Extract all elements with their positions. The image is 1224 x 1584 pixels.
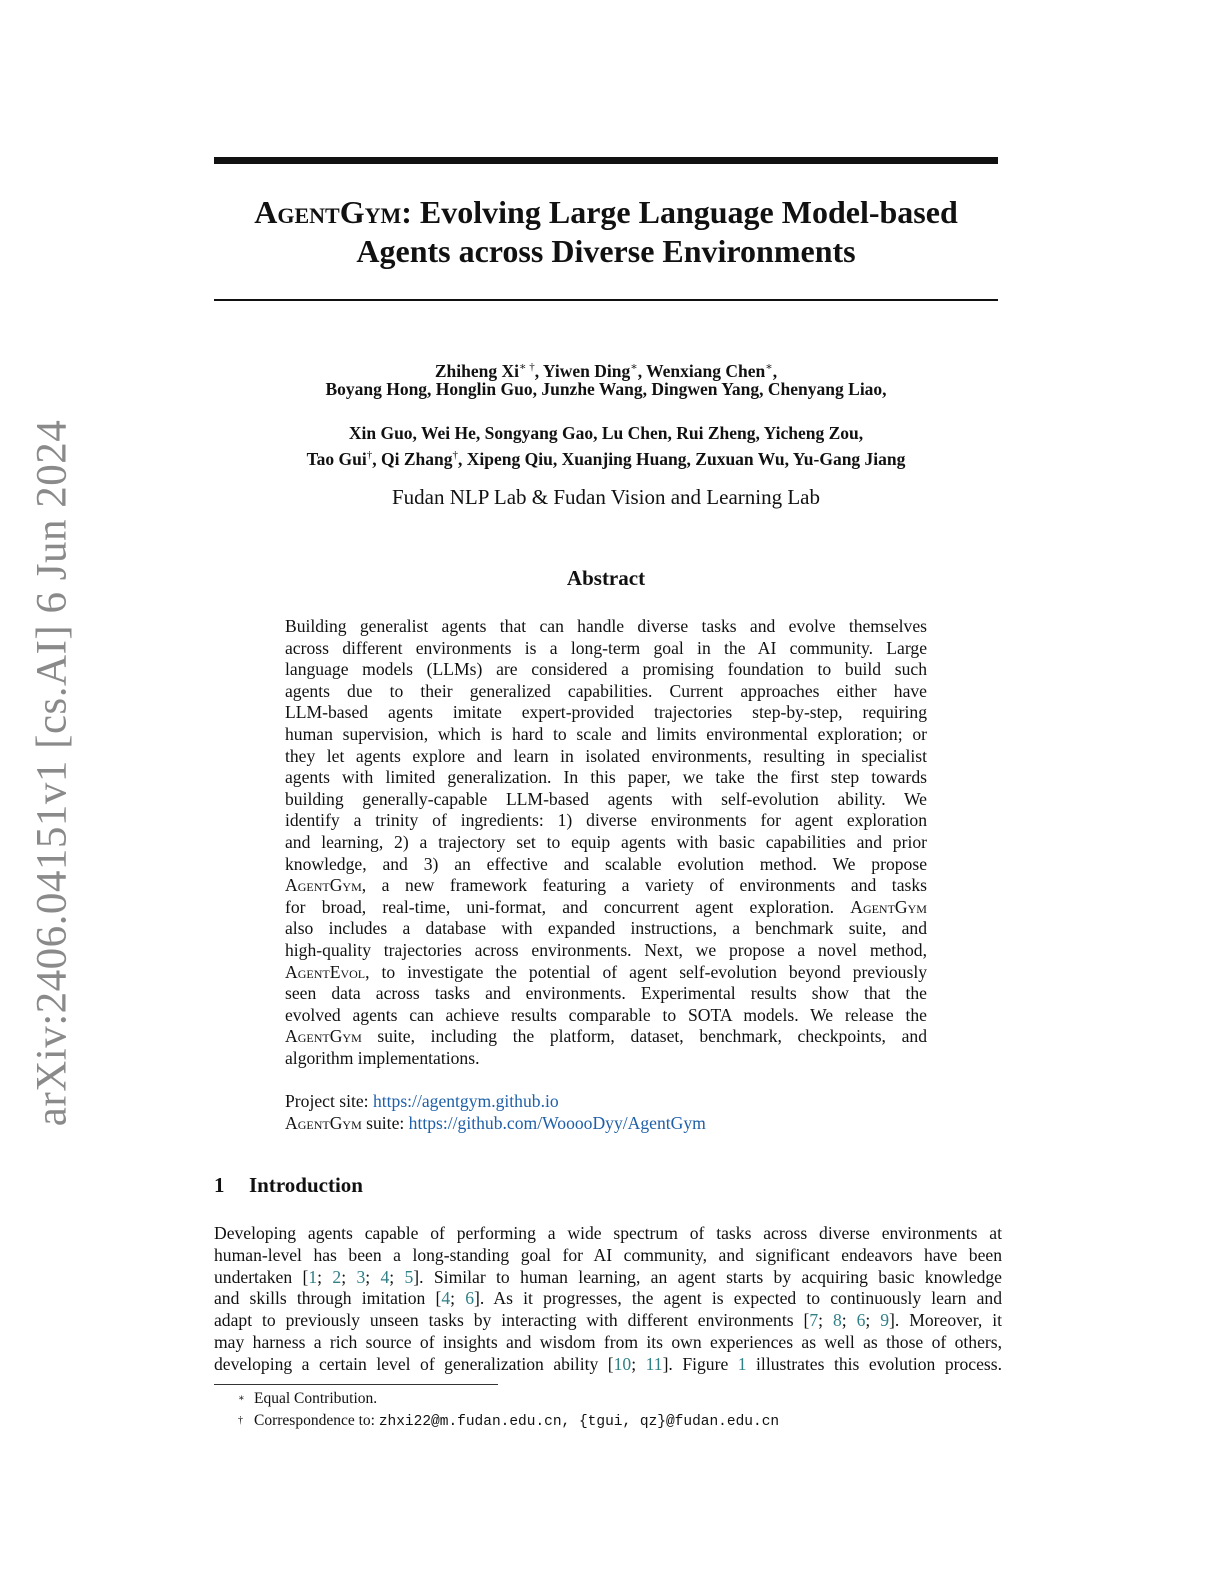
abstract-line: across different environments is a long-term goal in the AI community. Large xyxy=(285,637,927,658)
authors-row-1: Zhiheng Xi∗ †, Yiwen Ding∗, Wenxiang Chen∗, xyxy=(434,360,778,381)
abstract-line: knowledge, and 3) an effective and scalable evolution method. We propose xyxy=(285,853,927,874)
agentgym-name: AgentGym xyxy=(285,1113,362,1133)
title-top-rule xyxy=(214,157,998,164)
intro-line: and skills through imitation [4; 6]. As it progresses, the agent is expected to continuously learn and xyxy=(214,1288,1003,1309)
abstract-text: , to investigate the potential of agent self-evolution beyond previously xyxy=(365,961,927,982)
author-name: Tao Gui xyxy=(306,448,367,469)
abstract-heading: Abstract xyxy=(566,566,646,590)
abstract-line: algorithm implementations. xyxy=(285,1047,480,1068)
abstract-line: high-quality trajectories across environments. Next, we propose a novel method, xyxy=(285,939,927,960)
citation-link[interactable]: 5 xyxy=(404,1266,414,1287)
agentevol-name: AgentEvol xyxy=(285,961,366,982)
section-heading xyxy=(214,1173,363,1198)
author-name: Yiwen Ding xyxy=(542,360,631,381)
footnote-text: Equal Contribution. xyxy=(254,1390,378,1407)
intro-line: undertaken [1; 2; 3; 4; 5]. Similar to human learning, an agent starts by acquiring basic knowledge xyxy=(214,1266,1002,1287)
footnotes xyxy=(238,1388,779,1433)
abstract-text: for broad, real-time, uni-format, and concurrent agent exploration. xyxy=(285,896,835,917)
abstract-line: also includes a database with expanded instructions, a benchmark suite, and xyxy=(285,918,927,939)
authors-row-4 xyxy=(214,444,998,470)
author-mark: ∗ † xyxy=(519,361,535,373)
title-line2: Agents across Diverse Environments xyxy=(356,233,856,269)
citation-link[interactable]: 11 xyxy=(645,1353,663,1374)
footnote-1 xyxy=(238,1388,779,1410)
title-bottom-rule xyxy=(214,299,998,301)
intro-text: illustrates this evolution process. xyxy=(746,1353,1002,1374)
author-name: Wenxiang Chen xyxy=(646,360,766,381)
abstract-line xyxy=(285,962,927,984)
intro-text: undertaken [ xyxy=(214,1266,309,1287)
abstract-line: Building generalist agents that can handle diverse tasks and evolve themselves xyxy=(285,616,927,636)
section-title: Introduction xyxy=(249,1173,363,1197)
author-mark: ∗ xyxy=(765,361,773,373)
abstract-text: suite, including the platform, dataset, benchmark, checkpoints, and xyxy=(361,1026,927,1047)
agentgym-name: AgentGym xyxy=(285,1026,362,1047)
authors-row-2: Boyang Hong, Honglin Guo, Junzhe Wang, Dingwen Yang, Chenyang Liao, xyxy=(325,379,887,399)
abstract-text: , a new framework featuring a variety of environments and tasks xyxy=(361,875,927,896)
abstract-line: human supervision, which is hard to scale and limits environmental exploration; or xyxy=(285,723,927,744)
project-site-row xyxy=(285,1090,927,1112)
citation-link[interactable]: 1 xyxy=(308,1266,318,1287)
authors-row-3: Xin Guo, Wei He, Songyang Gao, Lu Chen, Rui Zheng, Yicheng Zou, xyxy=(348,423,864,443)
citation-link[interactable]: 7 xyxy=(809,1310,819,1331)
intro-line: may harness a rich source of insights and wisdom from its own experiences as well as those of others, xyxy=(214,1331,1002,1352)
intro-line: developing a certain level of generalization ability [10; 11]. Figure 1 illustrates this evolution process. xyxy=(214,1353,1002,1374)
citation-link[interactable]: 4 xyxy=(380,1266,390,1287)
footnote-rule xyxy=(214,1384,498,1385)
project-links xyxy=(285,1090,927,1134)
abstract-line: identify a trinity of ingredients: 1) diverse environments for agent exploration xyxy=(285,810,927,831)
citation-link[interactable]: 8 xyxy=(832,1310,842,1331)
author-name: , Qi Zhang xyxy=(372,448,453,469)
abstract-line: evolved agents can achieve results comparable to SOTA models. We release the xyxy=(285,1004,927,1025)
author-name: Zhiheng Xi xyxy=(434,360,519,381)
figure-ref-link[interactable]: 1 xyxy=(737,1353,747,1374)
suite-row xyxy=(285,1112,927,1134)
abstract-line: language models (LLMs) are considered a promising foundation to build such xyxy=(285,659,927,680)
intro-text: adapt to previously unseen tasks by interacting with different environments [ xyxy=(214,1310,810,1331)
abstract-line: building generally-capable LLM-based agents with self-evolution ability. We xyxy=(285,788,927,809)
citation-link[interactable]: 10 xyxy=(613,1353,632,1374)
citation-link[interactable]: 4 xyxy=(441,1288,451,1309)
citation-link[interactable]: 2 xyxy=(332,1266,342,1287)
footnote-mark: † xyxy=(238,1414,243,1426)
footnote-mark: ∗ xyxy=(238,1393,245,1404)
agentgym-name: AgentGym xyxy=(850,896,927,917)
author-mark: † xyxy=(366,449,373,461)
footnote-text: Correspondence to: xyxy=(254,1411,379,1429)
footnote-2 xyxy=(238,1410,779,1434)
abstract-line xyxy=(285,1026,927,1048)
intro-paragraph xyxy=(214,1223,1002,1376)
abstract-line: seen data across tasks and environments. Experimental results show that the xyxy=(285,983,927,1004)
citation-link[interactable]: 3 xyxy=(356,1266,366,1287)
affiliation: Fudan NLP Lab & Fudan Vision and Learning Lab xyxy=(391,485,820,509)
project-site-label: Project site: xyxy=(285,1091,373,1111)
intro-line: Developing agents capable of performing a wide spectrum of tasks across diverse environments at xyxy=(214,1223,1002,1243)
intro-text: ]. As it progresses, the agent is expected to continuously learn and xyxy=(473,1288,1003,1309)
intro-text: and skills through imitation [ xyxy=(214,1288,442,1309)
title-agentgym: AgentGym xyxy=(254,194,402,230)
suite-label: suite: xyxy=(361,1113,409,1133)
section-number: 1 xyxy=(214,1173,225,1197)
citation-link[interactable]: 6 xyxy=(856,1310,866,1331)
abstract-line: and learning, 2) a trajectory set to equip agents with basic capabilities and prior xyxy=(285,831,927,852)
suite-link[interactable]: https://github.com/WooooDyy/AgentGym xyxy=(408,1113,706,1133)
intro-line: adapt to previously unseen tasks by interacting with different environments [7; 8; 6; 9]. Moreover, it xyxy=(214,1310,1002,1331)
arxiv-side-stamp: arXiv:2406.04151v1 [cs.AI] 6 Jun 2024 xyxy=(28,419,76,1127)
intro-text: ]. Similar to human learning, an agent starts by acquiring basic knowledge xyxy=(413,1266,1002,1287)
abstract-line: agents due to their generalized capabilities. Current approaches either have xyxy=(285,680,927,701)
abstract-body xyxy=(285,616,927,1069)
abstract-line: they let agents explore and learn in isolated environments, resulting in specialist xyxy=(285,745,927,766)
intro-text: ]. Figure xyxy=(662,1353,738,1374)
correspondence-emails: zhxi22@m.fudan.edu.cn, {tgui, qz}@fudan.edu.cn xyxy=(378,1413,780,1430)
abstract-line xyxy=(285,875,927,897)
abstract-line xyxy=(285,897,927,919)
author-names: , Xipeng Qiu, Xuanjing Huang, Zuxuan Wu, Yu-Gang Jiang xyxy=(458,448,906,469)
intro-text: ]. Moreover, it xyxy=(889,1310,1002,1331)
intro-text: developing a certain level of generalization ability [ xyxy=(214,1353,614,1374)
agentgym-name: AgentGym xyxy=(285,875,362,896)
abstract-line: agents with limited generalization. In this paper, we take the first step towards xyxy=(285,767,927,788)
citation-link[interactable]: 9 xyxy=(880,1310,890,1331)
intro-line: human-level has been a long-standing goal for AI community, and significant endeavors have been xyxy=(214,1244,1002,1265)
author-mark: ∗ xyxy=(630,361,638,373)
project-site-link[interactable]: https://agentgym.github.io xyxy=(372,1091,559,1111)
title-line1: : Evolving Large Language Model-based xyxy=(401,194,958,230)
abstract-line: LLM-based agents imitate expert-provided trajectories step-by-step, requiring xyxy=(285,702,927,723)
paper-title xyxy=(214,193,998,271)
author-mark: † xyxy=(452,449,458,461)
citation-link[interactable]: 6 xyxy=(465,1288,474,1309)
